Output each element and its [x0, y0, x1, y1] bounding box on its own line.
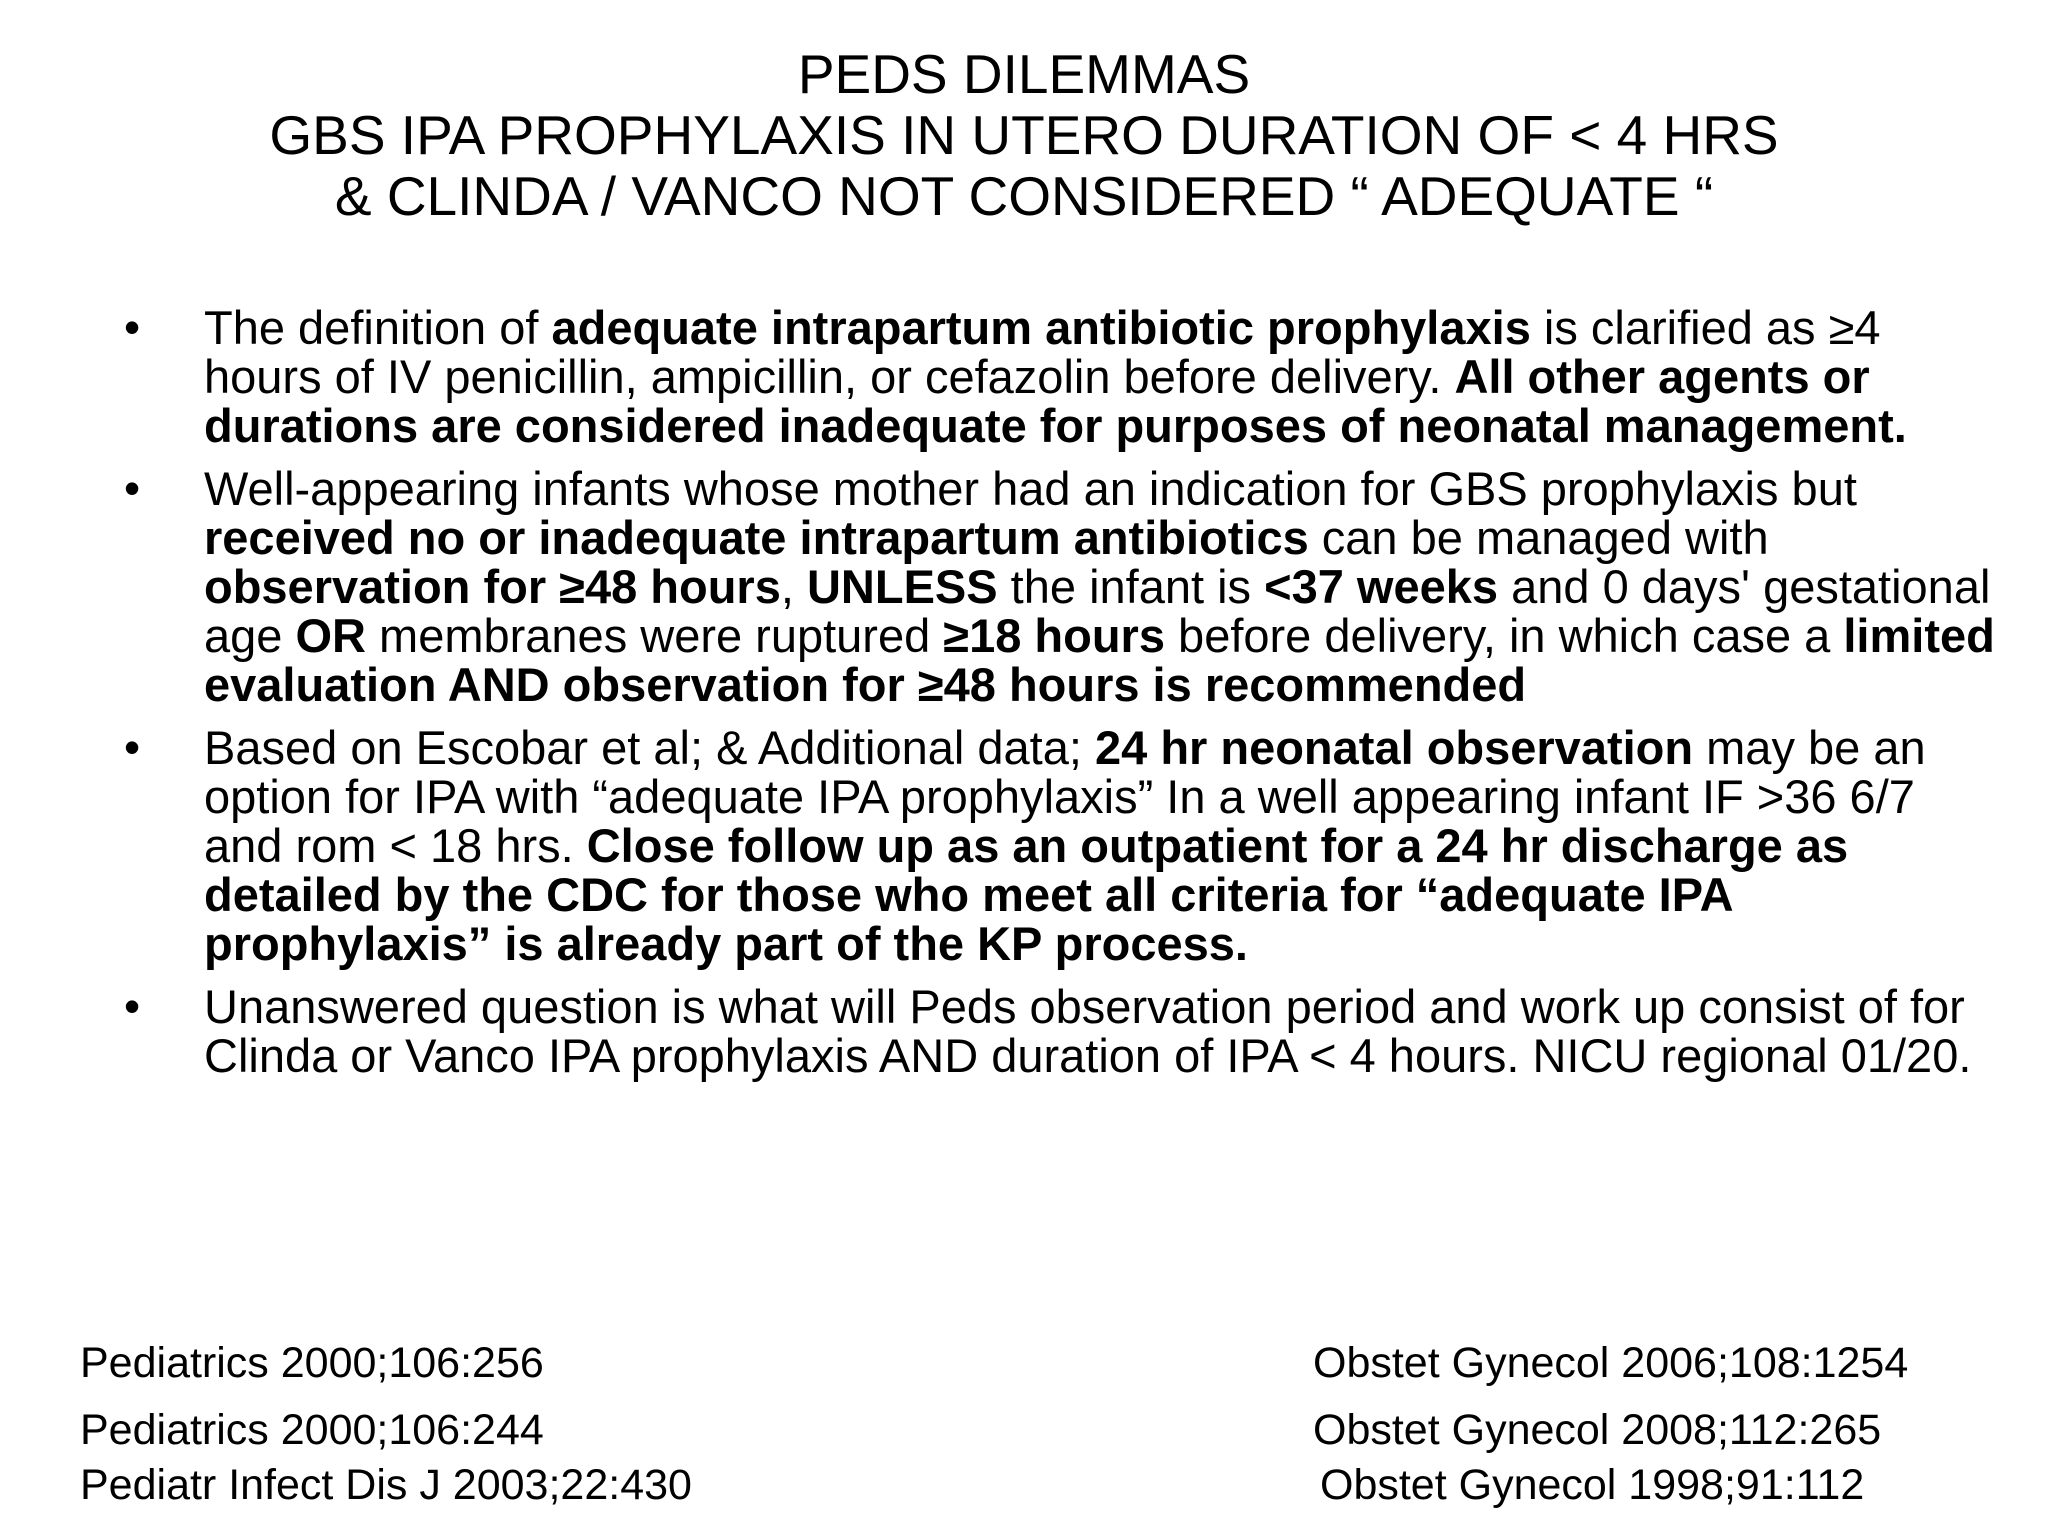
bullet-item-3 [118, 723, 1998, 968]
text-segment: can be managed with [1308, 511, 1769, 564]
title-line-3: & CLINDA / VANCO NOT CONSIDERED “ ADEQUATE “ [334, 165, 1714, 227]
reference-left-3: Pediatr Infect Dis J 2003;22:430 [80, 1461, 692, 1509]
bullet-item-4 [118, 982, 1998, 1080]
text-segment-bold: Close follow up as an outpatient for a 24 hr discharge as detailed by the CDC for those who meet all criteria for “adequate IPA prophylaxis” is already part of the KP process. [204, 819, 1849, 970]
text-segment-bold: OR [295, 609, 366, 662]
title-line-2: GBS IPA PROPHYLAXIS IN UTERO DURATION OF < 4 HRS [269, 104, 1779, 166]
bullet-icon: • [124, 462, 141, 514]
reference-right-2: Obstet Gynecol 2008;112:265 [1313, 1406, 1882, 1454]
text-segment-bold: UNLESS [806, 560, 998, 613]
bullet-text [204, 980, 1971, 1082]
bullet-icon: • [124, 301, 141, 353]
reference-right-1: Obstet Gynecol 2006;108:1254 [1313, 1339, 1909, 1387]
text-segment-bold: observation for ≥48 hours [204, 560, 781, 613]
text-segment: membranes were ruptured [365, 609, 944, 662]
text-segment: , [780, 560, 807, 613]
bullet-text [204, 721, 1926, 970]
bullet-item-1 [118, 303, 1998, 450]
text-segment-bold: <37 weeks [1264, 560, 1499, 613]
bullet-text [204, 462, 1995, 711]
bullet-list [118, 303, 1998, 1094]
text-segment: before delivery, in which case a [1165, 609, 1844, 662]
bullet-text [204, 301, 1907, 452]
text-segment: The definition of [204, 301, 552, 354]
text-segment: and 0 days' gestational age [204, 560, 1991, 662]
text-segment-bold: received no or inadequate intrapartum antibiotics [204, 511, 1309, 564]
text-segment-bold: limited evaluation AND observation for ≥48 hours is recommended [204, 609, 1995, 711]
reference-right-3: Obstet Gynecol 1998;91:112 [1320, 1461, 1865, 1509]
title-line-1: PEDS DILEMMAS [797, 43, 1251, 105]
text-segment: Well-appearing infants whose mother had an indication for GBS prophylaxis but [204, 462, 1857, 515]
text-segment-bold: All other agents or durations are considered inadequate for purposes of neonatal management. [204, 350, 1907, 452]
reference-left-1: Pediatrics 2000;106:256 [80, 1339, 544, 1387]
text-segment-bold: ≥18 hours [943, 609, 1165, 662]
text-segment: Unanswered question is what will Peds observation period and work up consist of for Clinda or Vanco IPA prophylaxis AND duration of IPA < 4 hours. NICU regional 01/20. [204, 980, 1972, 1082]
text-segment-bold: 24 hr neonatal observation [1094, 721, 1694, 774]
text-segment-bold: adequate intrapartum antibiotic prophylaxis [551, 301, 1531, 354]
text-segment: may be an option for IPA with “adequate IPA prophylaxis” In a well appearing infant IF >36 6/7 and rom < 18 hrs. [204, 721, 1926, 872]
text-segment: the infant is [997, 560, 1265, 613]
text-segment: is clarified as ≥4 hours of IV penicillin, ampicillin, or cefazolin before delivery. [204, 301, 1881, 403]
bullet-item-2 [118, 464, 1998, 709]
text-segment: Based on Escobar et al; & Additional data; [204, 721, 1095, 774]
reference-left-2: Pediatrics 2000;106:244 [80, 1406, 544, 1454]
bullet-icon: • [124, 980, 141, 1032]
bullet-icon: • [124, 721, 141, 773]
slide-title [0, 44, 2048, 226]
